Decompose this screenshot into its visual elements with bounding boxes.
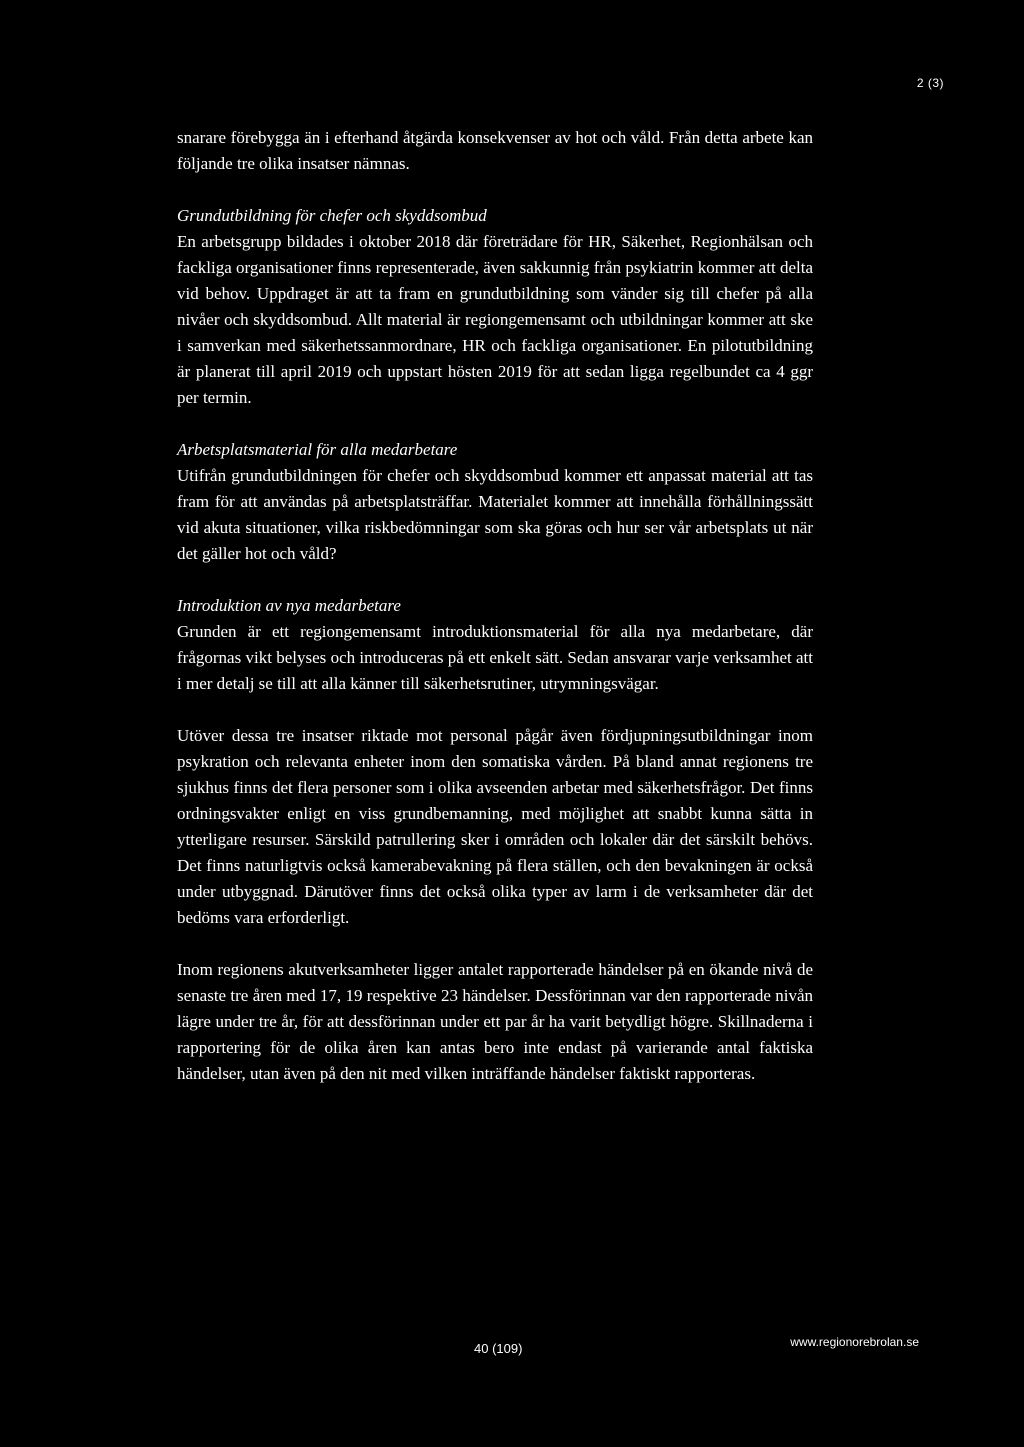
paragraph-security-measures: Utöver dessa tre insatser riktade mot personal pågår även fördjupningsutbildningar inom psykration och relevanta enheter inom den somatiska vården. På bland annat regionens tre sjukhus finns det flera personer som i olika avseenden arbetar med säkerhetsfrågor. Det finns ordningsvakter enligt en viss grundbemanning, med möjlighet att snabbt kunna sätta in ytterligare resurser. Särskild patrullering sker i områden och lokaler där det särskilt behövs. Det finns naturligtvis också kamerabevakning på flera ställen, och den bevakningen är också under utbyggnad. Därutöver finns det också olika typer av larm i de verksamheter där det bedöms vara erforderligt.: [177, 726, 813, 927]
section-heading-grundutbildning: Grundutbildning för chefer och skyddsombud: [177, 206, 487, 225]
spacer: [177, 411, 813, 437]
document-body: [177, 125, 813, 1087]
spacer: [177, 931, 813, 957]
section-text-grundutbildning: En arbetsgrupp bildades i oktober 2018 där företrädare för HR, Säkerhet, Regionhälsan och fackliga organisationer finns representerade, även sakkunnig från psykiatrin kommer att delta vid behov. Uppdraget är att ta fram en grundutbildning som vänder sig till chefer på alla nivåer och skyddsombud. Allt material är regiongemensamt och utbildningar kommer att ske i samverkan med säkerhetssanmordnare, HR och fackliga organisationer. En pilotutbildning är planerat till april 2019 och uppstart hösten 2019 för att sedan ligga regelbundet ca 4 ggr per termin.: [177, 232, 813, 407]
spacer: [177, 567, 813, 593]
footer-page-count: 40 (109): [474, 1341, 523, 1356]
intro-paragraph: snarare förebygga än i efterhand åtgärda konsekvenser av hot och våld. Från detta arbete kan följande tre olika insatser nämnas.: [177, 128, 813, 173]
footer-url: www.regionorebrolan.se: [790, 1335, 919, 1349]
section-text-arbetsplatsmaterial: Utifrån grundutbildningen för chefer och skyddsombud kommer ett anpassat material att tas fram för att användas på arbetsplatsträffar. Materialet kommer att innehålla förhållningssätt vid akuta situationer, vilka riskbedömningar som ska göras och hur ser vår arbetsplats ut när det gäller hot och våld?: [177, 466, 813, 563]
section-heading-introduktion: Introduktion av nya medarbetare: [177, 596, 401, 615]
section-text-introduktion: Grunden är ett regiongemensamt introduktionsmaterial för alla nya medarbetare, där frågornas vikt belyses och introduceras på ett enkelt sätt. Sedan ansvarar varje verksamhet att i mer detalj se till att alla känner till säkerhetsrutiner, utrymningsvägar.: [177, 622, 813, 693]
spacer: [177, 177, 813, 203]
spacer: [177, 697, 813, 723]
section-heading-arbetsplatsmaterial: Arbetsplatsmaterial för alla medarbetare: [177, 440, 458, 459]
paragraph-reported-incidents: Inom regionens akutverksamheter ligger antalet rapporterade händelser på en ökande nivå de senaste tre åren med 17, 19 respektive 23 händelser. Dessförinnan var den rapporterade nivån lägre under tre år, för att dessförinnan under ett par år ha varit betydligt högre. Skillnaderna i rapportering för de olika åren kan antas bero inte endast på varierande antal faktiska händelser, utan även på den nit med vilken inträffande händelser faktiskt rapporteras.: [177, 960, 813, 1083]
page-number-top: 2 (3): [916, 76, 944, 90]
